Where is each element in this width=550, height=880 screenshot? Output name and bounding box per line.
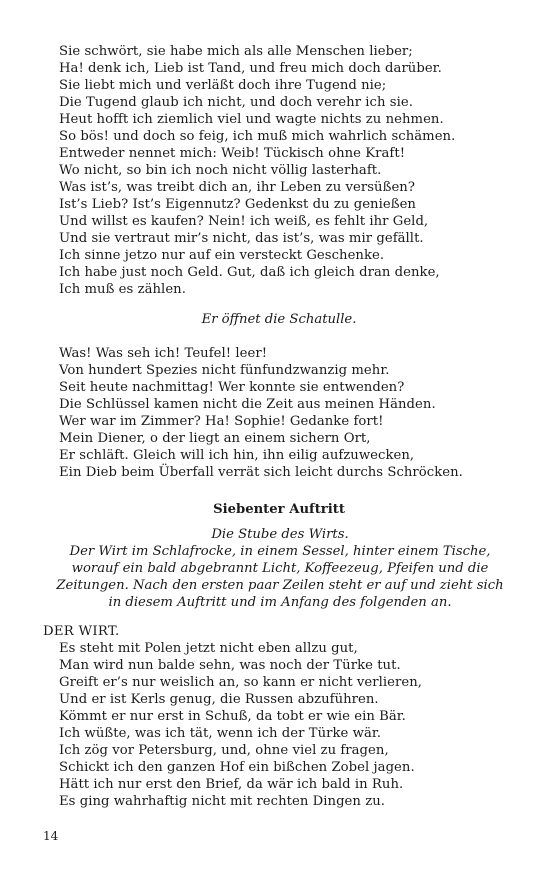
verse-line: Seit heute nachmittag! Wer konnte sie entwenden? <box>59 380 405 395</box>
verse-line: Ich zög vor Petersburg, und, ohne viel zu fragen, <box>59 743 389 758</box>
verse-block-3 <box>59 640 519 810</box>
verse-line: So bös! und doch so feig, ich muß mich wahrlich schämen. <box>59 129 456 144</box>
setting-line: Zeitungen. Nach den ersten paar Zeilen steht er auf und zieht sich <box>56 578 504 593</box>
verse-line: Von hundert Spezies nicht fünfundzwanzig mehr. <box>59 363 390 378</box>
verse-line: Ha! denk ich, Lieb ist Tand, und freu mich doch darüber. <box>59 61 442 76</box>
verse-line: Was! Was seh ich! Teufel! leer! <box>59 346 268 361</box>
verse-line: Kömmt er nur erst in Schuß, da tobt er wie ein Bär. <box>59 709 406 724</box>
scene-setting <box>40 526 520 611</box>
verse-line: Ich wüßte, was ich tät, wenn ich der Türke wär. <box>59 726 382 741</box>
verse-line: Hätt ich nur erst den Brief, da wär ich bald in Ruh. <box>59 777 404 792</box>
verse-line: Wer war im Zimmer? Ha! Sophie! Gedanke fort! <box>59 414 384 429</box>
verse-line: Entweder nennet mich: Weib! Tückisch ohne Kraft! <box>59 146 406 161</box>
setting-line: in diesem Auftritt und im Anfang des folgenden an. <box>108 595 452 610</box>
verse-block-2 <box>59 345 519 481</box>
setting-line: Der Wirt im Schlafrocke, in einem Sessel, hinter einem Tische, <box>69 544 491 559</box>
verse-line: Ich sinne jetzo nur auf ein versteckt Geschenke. <box>59 248 385 263</box>
verse-line: Sie schwört, sie habe mich als alle Menschen lieber; <box>59 44 413 59</box>
verse-line: Ich habe just noch Geld. Gut, daß ich gleich dran denke, <box>59 265 440 280</box>
verse-line: Ich muß es zählen. <box>59 282 186 297</box>
verse-line: Und sie vertraut mir’s nicht, das ist’s, was mir gefällt. <box>59 231 424 246</box>
verse-line: Er schläft. Gleich will ich hin, ihn eilig aufzuwecken, <box>59 448 415 463</box>
verse-line: Es steht mit Polen jetzt nicht eben allzu gut, <box>59 641 358 656</box>
setting-line: worauf ein bald abgebrannt Licht, Koffeezeug, Pfeifen und die <box>71 561 489 576</box>
scene-title: Siebenter Auftritt <box>213 502 345 517</box>
verse-line: Die Schlüssel kamen nicht die Zeit aus meinen Händen. <box>59 397 436 412</box>
stage-direction: Er öffnet die Schatulle. <box>201 312 357 327</box>
verse-line: Mein Diener, o der liegt an einem sichern Ort, <box>59 431 371 446</box>
verse-line: Und willst es kaufen? Nein! ich weiß, es fehlt ihr Geld, <box>59 214 429 229</box>
verse-block-1 <box>59 43 519 298</box>
verse-line: Heut hofft ich ziemlich viel und wagte nichts zu nehmen. <box>59 112 444 127</box>
verse-line: Wo nicht, so bin ich noch nicht völlig lasterhaft. <box>59 163 382 178</box>
verse-line: Greift er’s nur weislich an, so kann er nicht verlieren, <box>59 675 423 690</box>
verse-line: Schickt ich den ganzen Hof ein bißchen Zobel jagen. <box>59 760 415 775</box>
verse-line: Was ist’s, was treibt dich an, ihr Leben zu versüßen? <box>59 180 415 195</box>
page-number: 14 <box>43 829 59 843</box>
speaker-name: DER WIRT. <box>43 624 120 639</box>
verse-line: Ist’s Lieb? Ist’s Eigennutz? Gedenkst du zu genießen <box>59 197 416 212</box>
verse-line: Ein Dieb beim Überfall verrät sich leicht durchs Schröcken. <box>59 465 463 480</box>
verse-line: Und er ist Kerls genug, die Russen abzuführen. <box>59 692 379 707</box>
verse-line: Man wird nun balde sehn, was noch der Türke tut. <box>59 658 401 673</box>
verse-line: Sie liebt mich und verläßt doch ihre Tugend nie; <box>59 78 387 93</box>
setting-line: Die Stube des Wirts. <box>211 527 349 542</box>
verse-line: Es ging wahrhaftig nicht mit rechten Dingen zu. <box>59 794 385 809</box>
verse-line: Die Tugend glaub ich nicht, und doch verehr ich sie. <box>59 95 413 110</box>
